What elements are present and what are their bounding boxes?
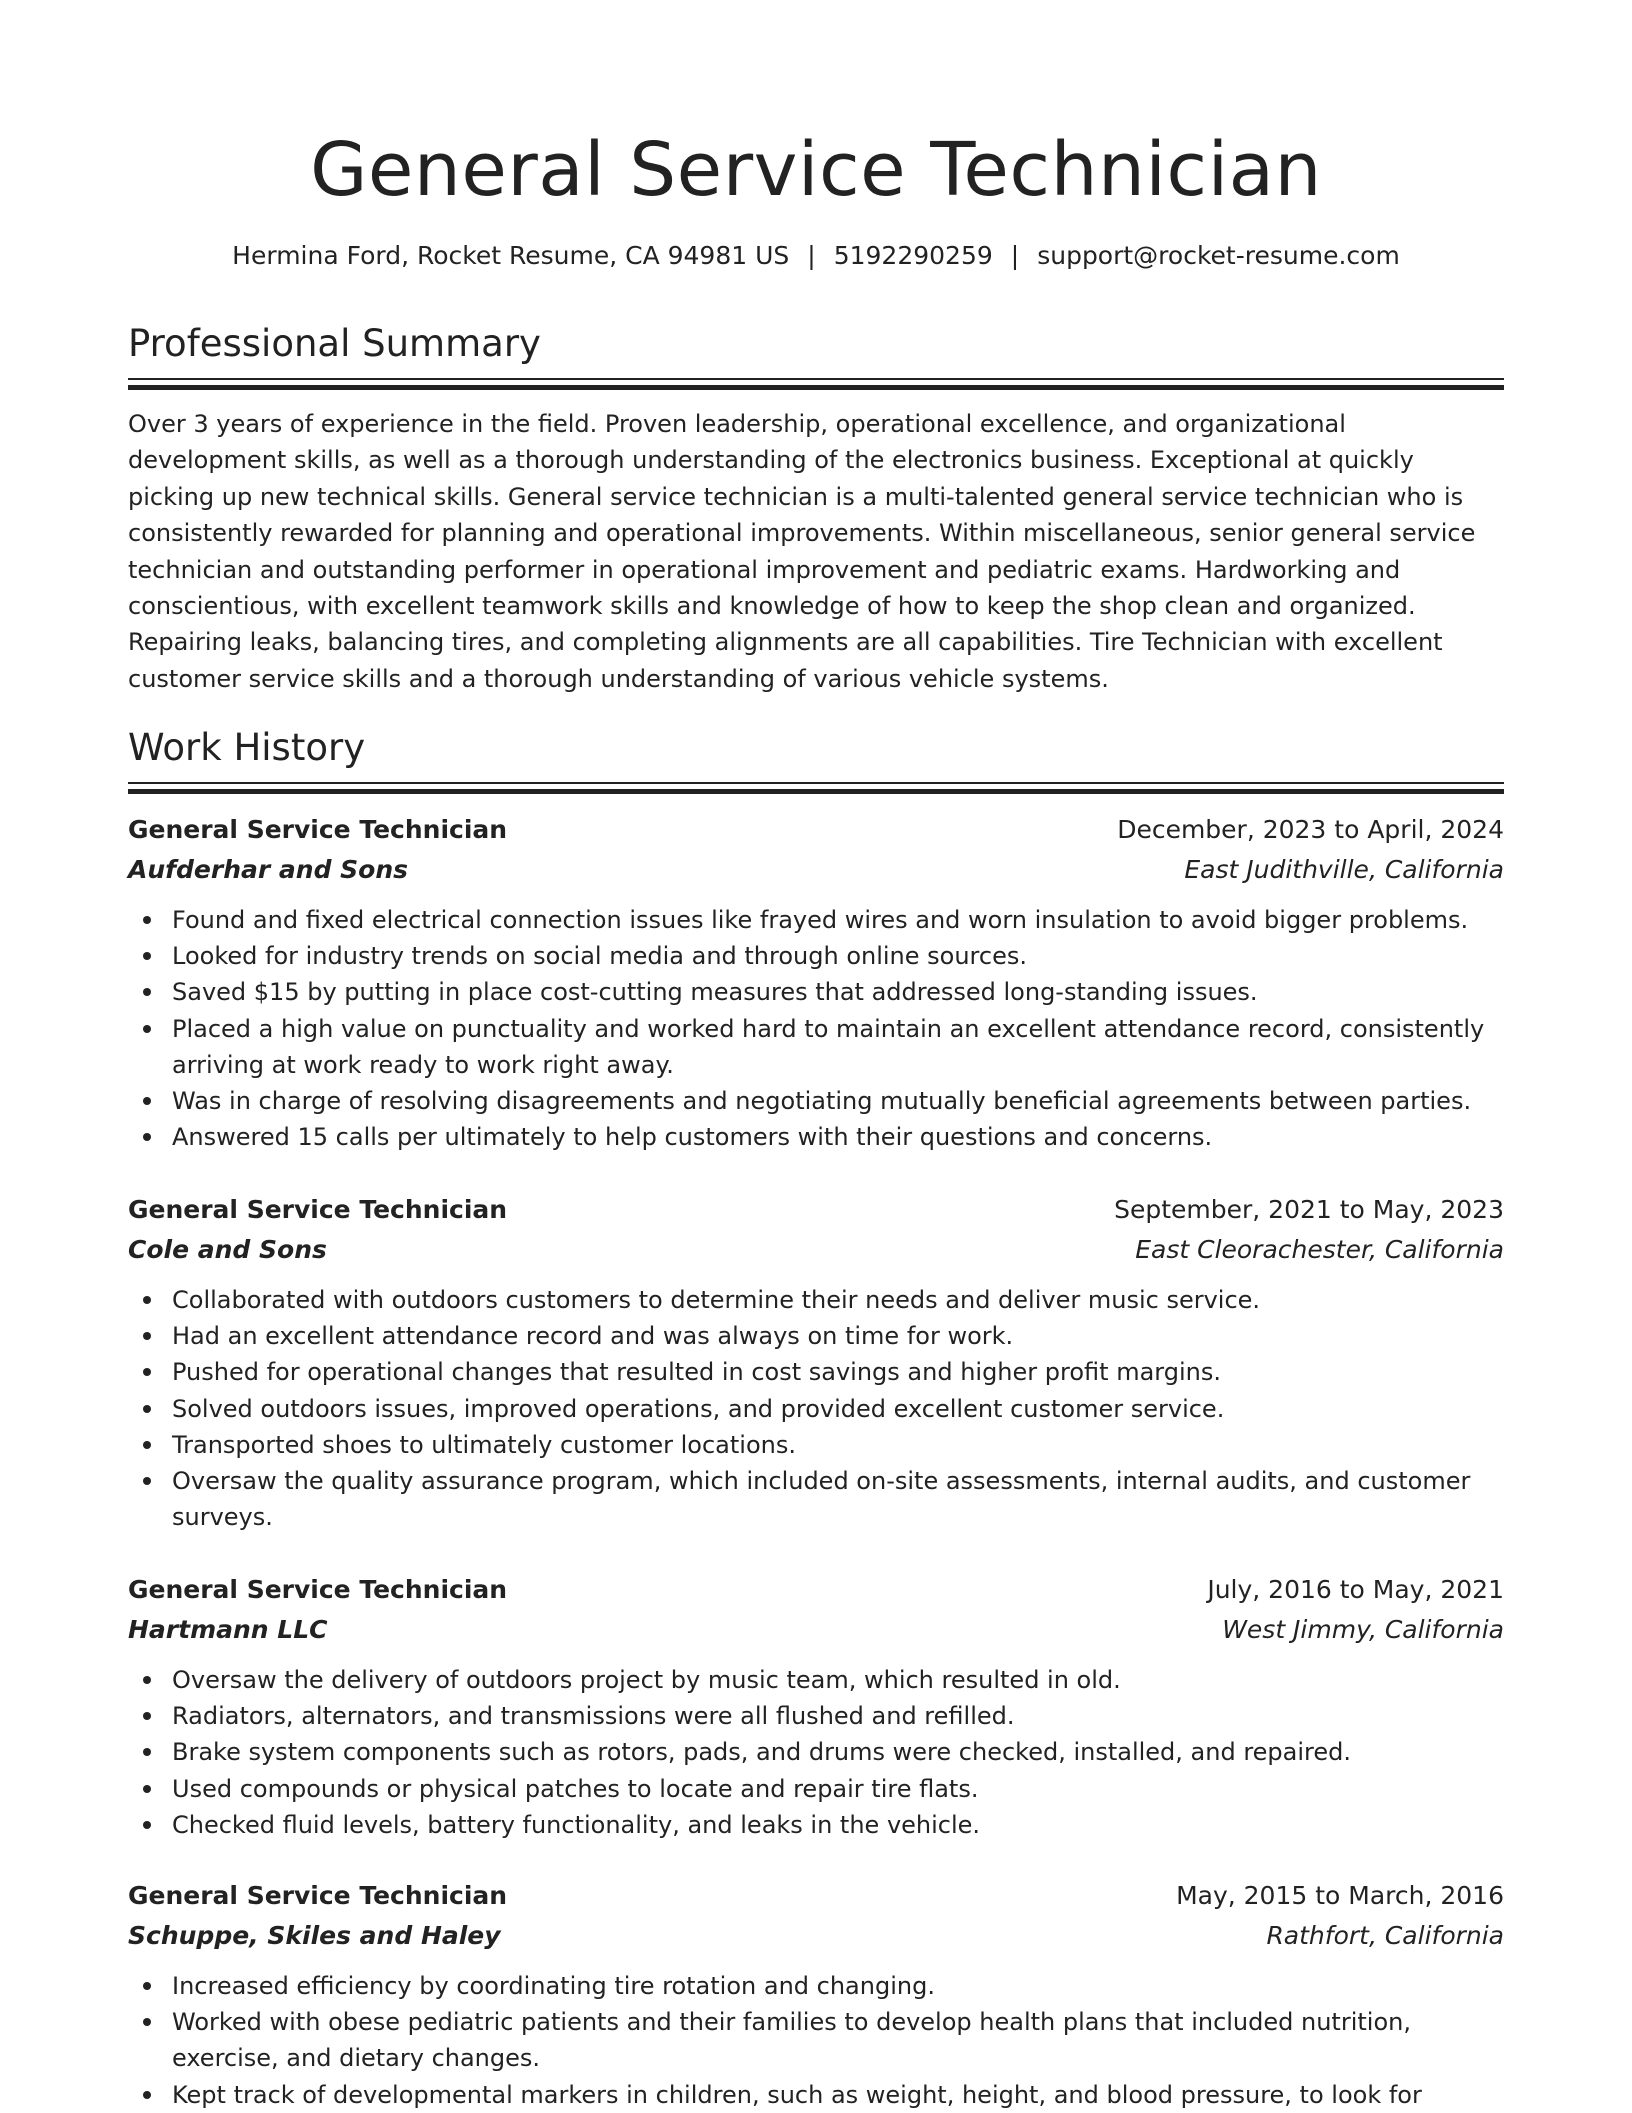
bullet-text: Brake system components such as rotors, pads, and drums were checked, installed, and repaired.: [172, 1738, 1352, 1767]
bullet-text: Found and fixed electrical connection issues like frayed wires and worn insulation to avoid bigger problems.: [172, 906, 1469, 934]
bullet-icon: [143, 988, 151, 996]
bullet-icon: [143, 1332, 151, 1340]
bullet-icon: [143, 1712, 151, 1720]
bullet-text: Checked fluid levels, battery functionality, and leaks in the vehicle.: [172, 1810, 981, 1839]
bullet-text: Was in charge of resolving disagreements and negotiating mutually beneficial agreements between parties.: [172, 1087, 1472, 1116]
job-dates: September, 2021 to May, 2023: [1114, 1195, 1504, 1224]
resume-name: General Service Technician: [310, 127, 1322, 213]
job-company: Aufderhar and Sons: [128, 855, 409, 884]
job-bullet-list: [128, 902, 1504, 1155]
job-bullet: [128, 1354, 1504, 1390]
bullet-icon: [143, 1133, 151, 1141]
job-bullet: [128, 1427, 1504, 1463]
contact-phone: 5192290259: [833, 241, 993, 270]
job-entry: [128, 810, 1504, 1155]
job-dates: December, 2023 to April, 2024: [1117, 815, 1504, 844]
job-bullet: [128, 1463, 1504, 1535]
job-dates: July, 2016 to May, 2021: [1207, 1575, 1504, 1604]
bullet-icon: [143, 1982, 151, 1990]
job-bullet: [128, 1734, 1504, 1770]
job-bullet: [128, 2077, 1504, 2113]
summary-text: Over 3 years of experience in the field. Proven leadership, operational excellence, and organizational development skills, as well as a thorough understanding of the electronics business. Exceptional at quickly picking up new technical skills. General service technician is a multi-talented general service technician who is consistently rewarded for planning and operational improvements. Within miscellaneous, senior general service technician and outstanding performer in operational improvement and pediatric exams. Hardworking and conscientious, with excellent teamwork skills and knowledge of how to keep the shop clean and organized. Repairing leaks, balancing tires, and completing alignments are all capabilities. Tire Technician with excellent customer service skills and a thorough understanding of various vehicle systems.: [128, 410, 1476, 693]
job-bullet: [128, 902, 1504, 938]
bullet-text: Collaborated with outdoors customers to determine their needs and deliver music service.: [172, 1286, 1261, 1314]
summary-heading: Professional Summary: [128, 322, 541, 365]
job-bullet-list: [128, 1968, 1504, 2113]
job-bullet-list: [128, 1282, 1504, 1535]
job-bullet: [128, 938, 1504, 974]
job-header-row: [128, 1570, 1504, 1610]
job-location: East Judithville, California: [1184, 855, 1504, 884]
job-entry: [128, 1190, 1504, 1535]
bullet-text: Radiators, alternators, and transmissions were all flushed and refilled.: [172, 1702, 1015, 1731]
contact-address: Hermina Ford, Rocket Resume, CA 94981 US: [232, 241, 790, 270]
bullet-text: Oversaw the delivery of outdoors project by music team, which resulted in old.: [172, 1666, 1121, 1694]
bullet-icon: [143, 916, 151, 924]
job-bullet: [128, 1318, 1504, 1354]
bullet-icon: [143, 1025, 151, 1033]
bullet-icon: [143, 1296, 151, 1304]
job-header-row: [128, 810, 1504, 850]
job-company-row: [128, 1230, 1504, 1270]
bullet-text: Answered 15 calls per ultimately to help customers with their questions and concerns.: [172, 1123, 1213, 1152]
job-bullet: [128, 1771, 1504, 1807]
bullet-icon: [143, 2091, 151, 2099]
job-bullet: [128, 1083, 1504, 1119]
bullet-icon: [143, 1785, 151, 1793]
job-entry: [128, 1570, 1504, 1843]
contact-separator: |: [1010, 241, 1020, 270]
job-bullet: [128, 1119, 1504, 1155]
job-location: East Cleorachester, California: [1135, 1235, 1504, 1264]
job-company: Cole and Sons: [128, 1235, 327, 1264]
job-title: General Service Technician: [128, 815, 508, 844]
bullet-icon: [143, 952, 151, 960]
job-company: Schuppe, Skiles and Haley: [128, 1921, 501, 1950]
job-title: General Service Technician: [128, 1881, 508, 1910]
contact-email: support@rocket-resume.com: [1037, 241, 1400, 270]
job-title: General Service Technician: [128, 1195, 508, 1224]
job-bullet: [128, 1807, 1504, 1843]
bullet-text: Oversaw the quality assurance program, which included on-site assessments, internal audits, and customer surveys.: [172, 1467, 1471, 1532]
bullet-icon: [143, 1097, 151, 1105]
job-bullet: [128, 1698, 1504, 1734]
job-bullet: [128, 1968, 1504, 2004]
bullet-icon: [143, 1821, 151, 1829]
job-bullet: [128, 974, 1504, 1010]
job-company: Hartmann LLC: [128, 1615, 328, 1644]
job-bullet-list: [128, 1662, 1504, 1843]
job-title: General Service Technician: [128, 1575, 508, 1604]
bullet-text: Used compounds or physical patches to locate and repair tire flats.: [172, 1774, 979, 1803]
bullet-text: Placed a high value on punctuality and worked hard to maintain an excellent attendance record, consistently arriving at work ready to work right away.: [172, 1014, 1485, 1079]
bullet-text: Had an excellent attendance record and was always on time for work.: [172, 1322, 1014, 1351]
bullet-icon: [143, 2018, 151, 2026]
job-company-row: [128, 850, 1504, 890]
job-bullet: [128, 1282, 1504, 1318]
bullet-icon: [143, 1748, 151, 1756]
job-bullet: [128, 1662, 1504, 1698]
job-entry: [128, 1876, 1504, 2113]
job-bullet: [128, 1391, 1504, 1427]
bullet-icon: [143, 1405, 151, 1413]
bullet-icon: [143, 1441, 151, 1449]
bullet-text: Saved $15 by putting in place cost-cutting measures that addressed long-standing issues.: [172, 978, 1258, 1007]
bullet-text: Kept track of developmental markers in children, such as weight, height, and blood pressure, to look for: [172, 2080, 1422, 2109]
bullet-icon: [143, 1368, 151, 1376]
job-bullet: [128, 1011, 1504, 1083]
bullet-text: Solved outdoors issues, improved operations, and provided excellent customer service.: [172, 1394, 1225, 1423]
summary-divider: [128, 378, 1504, 391]
resume-page: [128, 0, 1504, 2112]
job-company-row: [128, 1610, 1504, 1650]
bullet-text: Looked for industry trends on social media and through online sources.: [172, 942, 1027, 971]
bullet-icon: [143, 1477, 151, 1485]
bullet-text: Pushed for operational changes that resulted in cost savings and higher profit margins.: [172, 1358, 1221, 1387]
job-header-row: [128, 1190, 1504, 1230]
job-header-row: [128, 1876, 1504, 1916]
bullet-text: Transported shoes to ultimately customer locations.: [172, 1430, 796, 1459]
job-location: Rathfort, California: [1266, 1921, 1504, 1950]
bullet-icon: [143, 1676, 151, 1684]
job-company-row: [128, 1916, 1504, 1956]
work-history-divider: [128, 782, 1504, 795]
job-dates: May, 2015 to March, 2016: [1176, 1881, 1504, 1910]
job-location: West Jimmy, California: [1222, 1615, 1504, 1644]
contact-line: [128, 238, 1504, 274]
contact-separator: |: [807, 241, 816, 270]
bullet-text: Worked with obese pediatric patients and their families to develop health plans that included nutrition, exercise, and dietary changes.: [172, 2008, 1411, 2073]
work-history-heading: Work History: [128, 726, 366, 769]
bullet-text: Increased efficiency by coordinating tire rotation and changing.: [172, 1972, 935, 2000]
job-bullet: [128, 2004, 1504, 2076]
